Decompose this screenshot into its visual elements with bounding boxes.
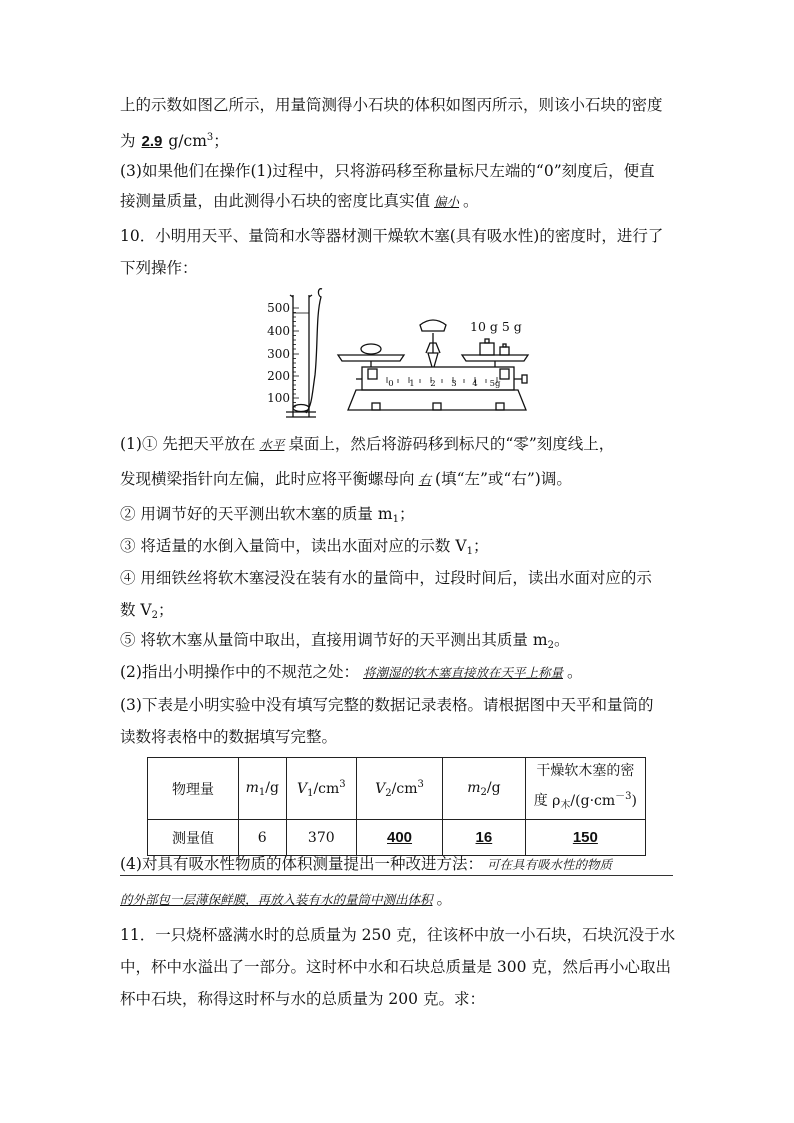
cylinder-label-500: 500 — [267, 301, 290, 315]
text: (填“左”或“右”)调。 — [435, 470, 572, 488]
text-line — [120, 468, 680, 491]
answer-density: 2.9 — [141, 133, 163, 150]
text-line: 读数将表格中的数据填写完整。 — [120, 728, 338, 746]
scale-label-2: 2 — [430, 379, 436, 389]
answer-underline — [120, 875, 673, 876]
answer-improvement-1: 可在具有吸水性的物质 — [486, 857, 612, 872]
text: ； — [158, 601, 174, 619]
cylinder-label-200: 200 — [267, 369, 290, 383]
weights-label: 10 g 5 g — [470, 319, 522, 334]
subscript: 1 — [466, 546, 473, 557]
text-line — [120, 127, 680, 153]
text-line — [120, 661, 680, 684]
text-line: ④ 用细铁丝将软木塞浸没在装有水的量筒中，过段时间后，读出水面对应的示 — [120, 569, 652, 587]
answer-smaller: 偏小 — [434, 194, 460, 209]
answer-right: 右 — [418, 472, 432, 487]
text-line — [120, 888, 680, 911]
subscript: 1 — [392, 514, 399, 525]
answer-improvement-2: 的外部包一层薄保鲜膜，再放入装有水的量筒中测出体积 — [120, 892, 433, 907]
text: 桌面上，然后将游码移到标尺的“零”刻度线上， — [288, 435, 615, 453]
table-header-row — [148, 758, 646, 820]
answer-irregular-operation: 将潮湿的软木塞直接放在天平上称量 — [362, 665, 563, 680]
question-11: 11．一只烧杯盛满水时的总质量为 250 克，往该杯中放一小石块，石块沉没于水 — [120, 926, 676, 944]
table-header-cell: 干燥软木塞的密 度 $\rho_木/(g\cdot cm^{-3})$ — [525, 758, 645, 820]
text-line: 中，杯中水溢出了一部分。这时杯中水和石块总质量是 300 克，然后再小心取出 — [120, 958, 671, 976]
text: ； — [398, 505, 415, 523]
text: (4)对具有吸水性物质的体积测量提出一种改进方法： — [120, 855, 483, 873]
text: 。 — [436, 890, 453, 908]
text: ② 用调节好的天平测出软木塞的质量 m — [120, 505, 393, 523]
text: ⑤ 将软木塞从量筒中取出，直接用调节好的天平测出其质量 m — [120, 631, 548, 649]
table-header-cell: $V_1/cm^3$ — [286, 758, 356, 820]
text-line: (3)如果他们在操作(1)过程中，只将游码移至称量标尺左端的“0”刻度后，便直 — [120, 162, 655, 180]
text: 。 — [553, 631, 570, 649]
text: ③ 将适量的水倒入量筒中，读出水面对应的示数 V — [120, 537, 467, 555]
subscript: 2 — [151, 610, 158, 621]
table-cell-answer: 400 — [357, 820, 443, 856]
text-line — [120, 599, 680, 627]
table-cell-answer: 16 — [443, 820, 526, 856]
text-line — [120, 853, 680, 876]
table-row — [148, 820, 646, 856]
scale-label-0: 0 — [388, 379, 394, 389]
subscript: 2 — [547, 640, 554, 651]
unit: g/cm — [168, 132, 207, 150]
text: 。 — [566, 663, 583, 681]
table-header-cell: $m_1/g$ — [238, 758, 286, 820]
text-line — [120, 433, 680, 456]
text: ； — [472, 537, 489, 555]
table-cell: 370 — [286, 820, 356, 856]
data-table — [147, 757, 646, 856]
question-10: 10．小明用天平、量筒和水等器材测干燥软木塞(具有吸水性)的密度时，进行了 — [120, 227, 664, 245]
text-line: 下列操作： — [120, 259, 198, 277]
table-header-cell: $V_2/cm^3$ — [357, 758, 443, 820]
table-cell-answer: 150 — [525, 820, 645, 856]
cylinder-label-400: 400 — [267, 324, 290, 338]
experiment-figure — [260, 285, 540, 420]
scale-label-3: 3 — [451, 379, 457, 389]
table-header-cell: 物理量 — [148, 758, 239, 820]
text: (2)指出小明操作中的不规范之处： — [120, 663, 359, 681]
table-cell: 6 — [238, 820, 286, 856]
cylinder-tick-marks — [293, 308, 299, 407]
cylinder-label-100: 100 — [267, 391, 290, 405]
text: 发现横梁指针向左偏，此时应将平衡螺母向 — [120, 470, 415, 488]
text-line — [120, 629, 680, 657]
text-line: 杯中石块，称得这时杯与水的总质量为 200 克。求： — [120, 990, 485, 1008]
text-line — [120, 190, 680, 213]
text-line: (3)下表是小明实验中没有填写完整的数据记录表格。请根据图中天平和量筒的 — [120, 696, 654, 714]
unit-sup: 3 — [206, 132, 214, 143]
balance-scale-ticks — [387, 377, 497, 383]
text: 接测量质量，由此测得小石块的密度比真实值 — [120, 192, 431, 210]
measuring-cylinder-icon — [286, 289, 322, 417]
scale-label-5g: 5g — [489, 379, 501, 389]
text: 为 — [120, 132, 136, 150]
text: ； — [213, 132, 229, 150]
text: 数 V — [120, 601, 152, 619]
text-line: 上的示数如图乙所示，用量筒测得小石块的体积如图丙所示，则该小石块的密度 — [120, 96, 663, 114]
table-header-cell: $m_2/g$ — [443, 758, 526, 820]
scale-label-4: 4 — [472, 379, 478, 389]
text: (1)① 先把天平放在 — [120, 435, 256, 453]
text: 。 — [463, 192, 479, 210]
scale-label-1: 1 — [409, 379, 415, 389]
answer-horizontal: 水平 — [259, 437, 285, 452]
cylinder-label-300: 300 — [267, 347, 290, 361]
table-cell: 测量值 — [148, 820, 239, 856]
text-line — [120, 535, 680, 563]
text-line — [120, 503, 680, 531]
